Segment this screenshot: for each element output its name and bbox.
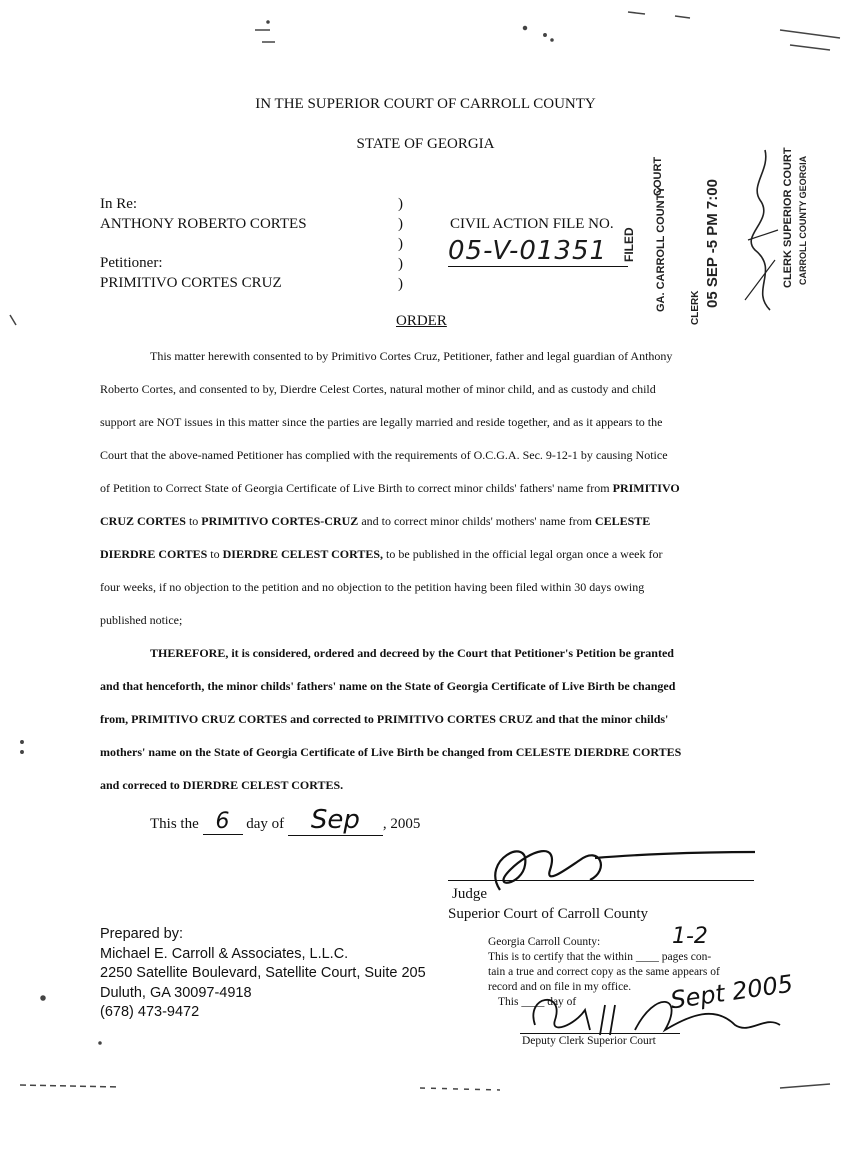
stamp-county: GA. CARROLL COUNTY xyxy=(655,186,667,312)
cert-handwritten-pages: 1-2 xyxy=(672,924,708,949)
para1-line: published notice; xyxy=(100,613,183,627)
civil-action-label: CIVIL ACTION FILE NO. xyxy=(450,216,614,232)
para2-line: THEREFORE, it is considered, ordered and decreed by the Court that Petitioner's Petition be granted xyxy=(150,646,674,660)
cert-line: record and on file in my office. xyxy=(488,981,632,993)
cert-handwritten-date: Sept 2005 xyxy=(668,969,795,1015)
prepared-address-2: Duluth, GA 30097-4918 xyxy=(100,984,252,1001)
date-day-of: day of xyxy=(246,816,285,832)
judge-signature xyxy=(470,830,760,900)
order-paragraph-2 xyxy=(100,637,760,802)
order-paragraph-1 xyxy=(100,340,760,637)
date-line xyxy=(150,805,420,836)
in-re-label: In Re: xyxy=(100,196,138,212)
para1-line: CRUZ CORTES to PRIMITIVO CORTES-CRUZ and to correct minor childs' mothers' name from CELESTE xyxy=(100,514,651,528)
cert-line: This is to certify that the within ____ pages con- xyxy=(488,951,712,963)
para2-line: mothers' name on the State of Georgia Certificate of Live Birth be changed from CELESTE DIERDRE CORTES xyxy=(100,745,682,759)
stamp-county-ga: CARROLL COUNTY GEORGIA xyxy=(798,155,808,285)
date-year: , 2005 xyxy=(382,816,421,832)
prepared-label: Prepared by: xyxy=(100,926,184,942)
caption-paren: ) xyxy=(398,196,403,212)
stamp-clerk: CLERK xyxy=(690,290,701,325)
para1-line: DIERDRE CORTES to DIERDRE CELEST CORTES, to be published in the official legal organ once a week for xyxy=(100,547,663,561)
prepared-firm: Michael E. Carroll & Associates, L.L.C. xyxy=(100,945,349,962)
stamp-signature xyxy=(730,140,790,320)
stamp-filed: FILED xyxy=(622,227,636,262)
caption-paren: ) xyxy=(398,256,403,272)
para1-line: This matter herewith consented to by Primitivo Cortes Cruz, Petitioner, father and legal guardian of Anthony xyxy=(150,349,673,363)
stamp-clerk-court: CLERK SUPERIOR COURT xyxy=(782,147,794,288)
petitioner-label: Petitioner: xyxy=(100,255,163,271)
para2-line: and correced to DIERDRE CELEST CORTES. xyxy=(100,778,344,792)
prepared-by-block xyxy=(100,925,426,1023)
caption-paren: ) xyxy=(398,236,403,252)
caption-paren: ) xyxy=(398,276,403,292)
stamp-court: COURT xyxy=(652,156,664,196)
prepared-phone: (678) 473-9472 xyxy=(100,1004,200,1020)
court-state: STATE OF GEORGIA xyxy=(356,136,495,152)
cert-line: Georgia Carroll County: xyxy=(488,936,601,948)
para1-line: Court that the above-named Petitioner has complied with the requirements of O.C.G.A. Sec. 9-12-1 by causing Notice xyxy=(100,448,668,462)
petitioner-name: PRIMITIVO CORTES CRUZ xyxy=(100,275,282,291)
order-heading: ORDER xyxy=(396,313,447,329)
file-number: 05-V-01351 xyxy=(448,236,628,267)
para1-line: Roberto Cortes, and consented to by, Dierdre Celest Cortes, natural mother of minor child, and as custody and child xyxy=(100,382,656,396)
date-day: 6 xyxy=(203,809,243,835)
para1-line: four weeks, if no objection to the petition and no objection to the petition having been filed within 30 days owing xyxy=(100,580,645,594)
date-this-the: This the xyxy=(150,816,199,832)
cert-line: This ____ day of xyxy=(498,996,577,1008)
judge-court: Superior Court of Carroll County xyxy=(448,906,648,922)
stamp-date: 05 SEP -5 PM 7:00 xyxy=(704,179,721,308)
child-name: ANTHONY ROBERTO CORTES xyxy=(100,216,307,232)
cert-line: tain a true and correct copy as the same appears of xyxy=(488,966,720,978)
cert-signer: Deputy Clerk Superior Court xyxy=(522,1035,656,1047)
para1-line: support are NOT issues in this matter since the parties are legally married and reside together, and as it appears to the xyxy=(100,415,663,429)
judge-signature-line xyxy=(448,880,754,881)
para2-line: from, PRIMITIVO CRUZ CORTES and corrected to PRIMITIVO CORTES CRUZ and that the minor childs' xyxy=(100,712,669,726)
para1-line: of Petition to Correct State of Georgia Certificate of Live Birth to correct minor childs' fathers' name from PRIMITIVO xyxy=(100,481,680,495)
caption-paren: ) xyxy=(398,216,403,232)
judge-label: Judge xyxy=(452,886,487,902)
para2-line: and that henceforth, the minor childs' fathers' name on the State of Georgia Certificate of Live Birth be changed xyxy=(100,679,676,693)
date-month: Sep xyxy=(288,805,383,836)
clerk-signature-line xyxy=(520,1033,680,1034)
court-title: IN THE SUPERIOR COURT OF CARROLL COUNTY xyxy=(255,96,596,112)
prepared-address-1: 2250 Satellite Boulevard, Satellite Court, Suite 205 xyxy=(100,965,426,981)
